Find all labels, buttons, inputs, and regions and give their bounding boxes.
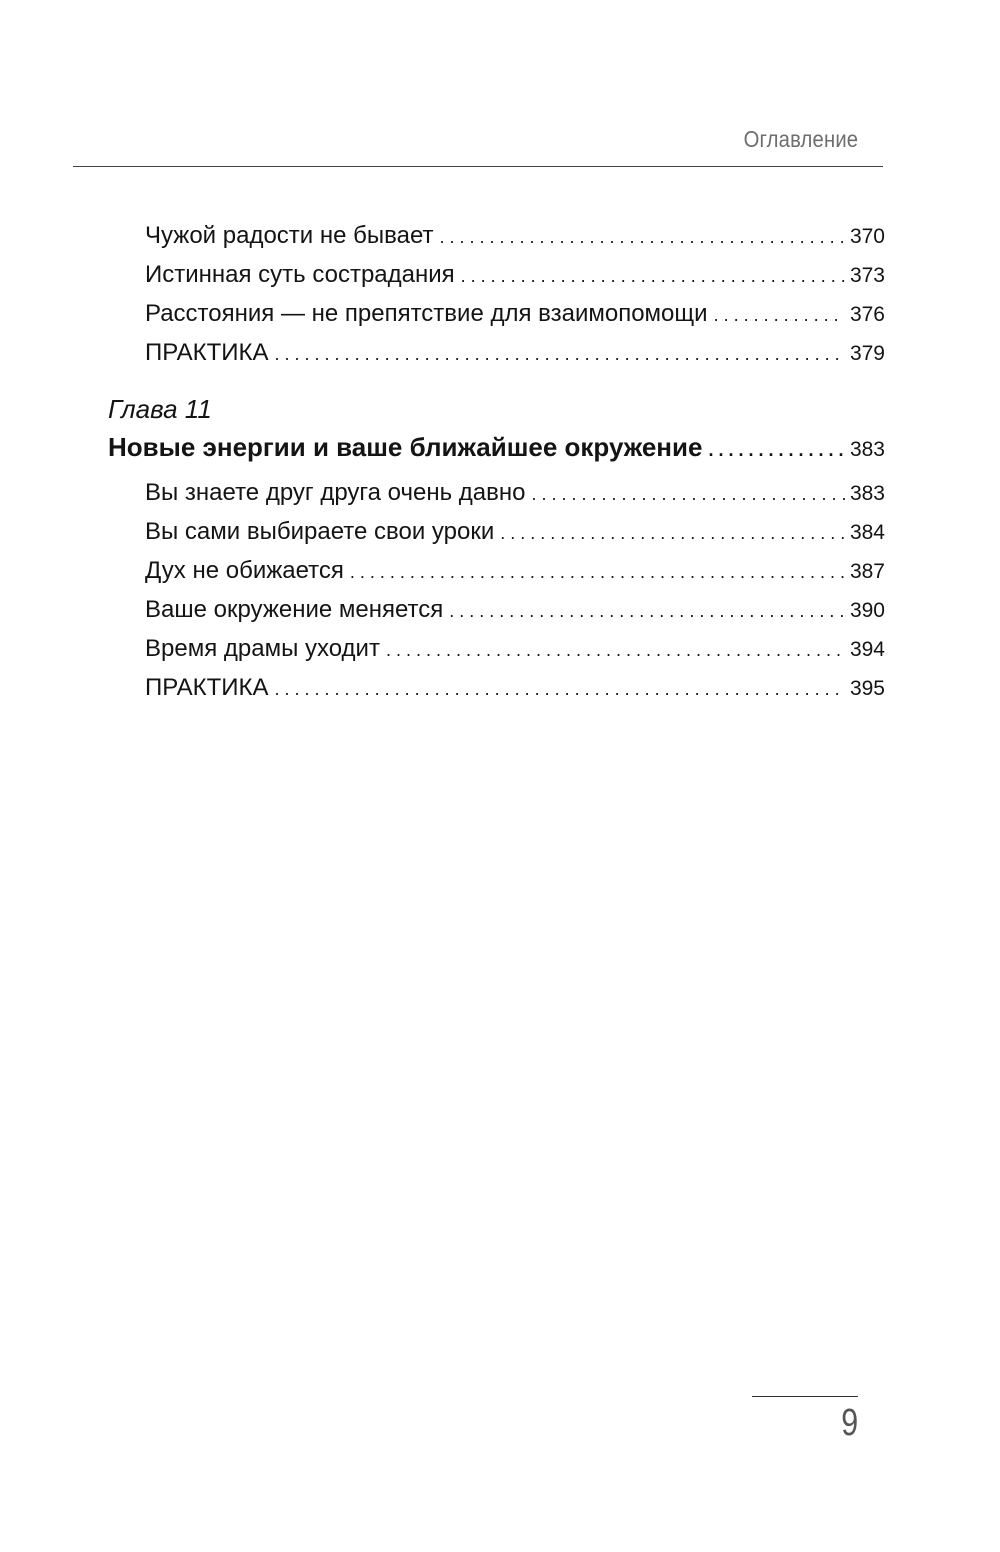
chapter-label: Глава 11 — [108, 394, 212, 424]
toc-entry-page: 394 — [849, 638, 885, 661]
toc-entry[interactable] — [145, 339, 885, 367]
toc-entry[interactable] — [145, 596, 885, 624]
toc-entry-title: Вы сами выбираете свои уроки — [145, 518, 495, 545]
dot-leader — [386, 640, 845, 661]
chapter-page: 383 — [849, 438, 885, 461]
toc-entry[interactable] — [145, 222, 885, 250]
dot-leader — [500, 523, 845, 544]
toc-entry[interactable] — [145, 300, 885, 328]
toc-entry-title: ПРАКТИКА — [145, 339, 269, 366]
footer-rule — [752, 1396, 858, 1397]
toc-entry-page: 390 — [849, 599, 885, 622]
dot-leader — [708, 440, 845, 461]
toc-entry-page: 370 — [849, 225, 885, 248]
toc-entry[interactable] — [145, 261, 885, 289]
toc-entry-page: 387 — [849, 560, 885, 583]
toc-entry[interactable] — [145, 635, 885, 663]
toc-entry-page: 373 — [849, 264, 885, 287]
dot-leader — [449, 601, 845, 622]
toc-entry[interactable] — [145, 518, 885, 546]
dot-leader — [275, 344, 845, 365]
toc-entry-page: 384 — [849, 521, 885, 544]
dot-leader — [275, 679, 845, 700]
dot-leader — [461, 266, 845, 287]
toc-entry-title: Время драмы уходит — [145, 635, 380, 662]
toc-entry-title: Расстояния — не препятствие для взаимопомощи — [145, 300, 708, 327]
toc-entry-page: 395 — [849, 677, 885, 700]
page-number: 9 — [841, 1402, 858, 1444]
toc-entry-page: 379 — [849, 342, 885, 365]
toc-entry-title: Дух не обижается — [145, 557, 344, 584]
toc-entry-title: Истинная суть сострадания — [145, 261, 455, 288]
dot-leader — [714, 305, 845, 326]
running-head: Оглавление — [743, 126, 858, 152]
toc-entry-title: Чужой радости не бывает — [145, 222, 434, 249]
chapter-entry[interactable] — [108, 432, 885, 463]
header-rule — [73, 166, 883, 167]
toc-entry[interactable] — [145, 479, 885, 507]
dot-leader — [440, 227, 845, 248]
toc-entry[interactable] — [145, 557, 885, 585]
chapter-title: Новые энергии и ваше ближайшее окружение — [108, 432, 703, 462]
toc-entry-title: Вы знаете друг друга очень давно — [145, 479, 526, 506]
dot-leader — [350, 562, 845, 583]
toc-entry[interactable] — [145, 674, 885, 702]
toc-entry-title: Ваше окружение меняется — [145, 596, 444, 623]
toc-entry-page: 383 — [849, 482, 885, 505]
dot-leader — [531, 484, 845, 505]
toc-entry-page: 376 — [849, 303, 885, 326]
toc-entry-title: ПРАКТИКА — [145, 674, 269, 701]
